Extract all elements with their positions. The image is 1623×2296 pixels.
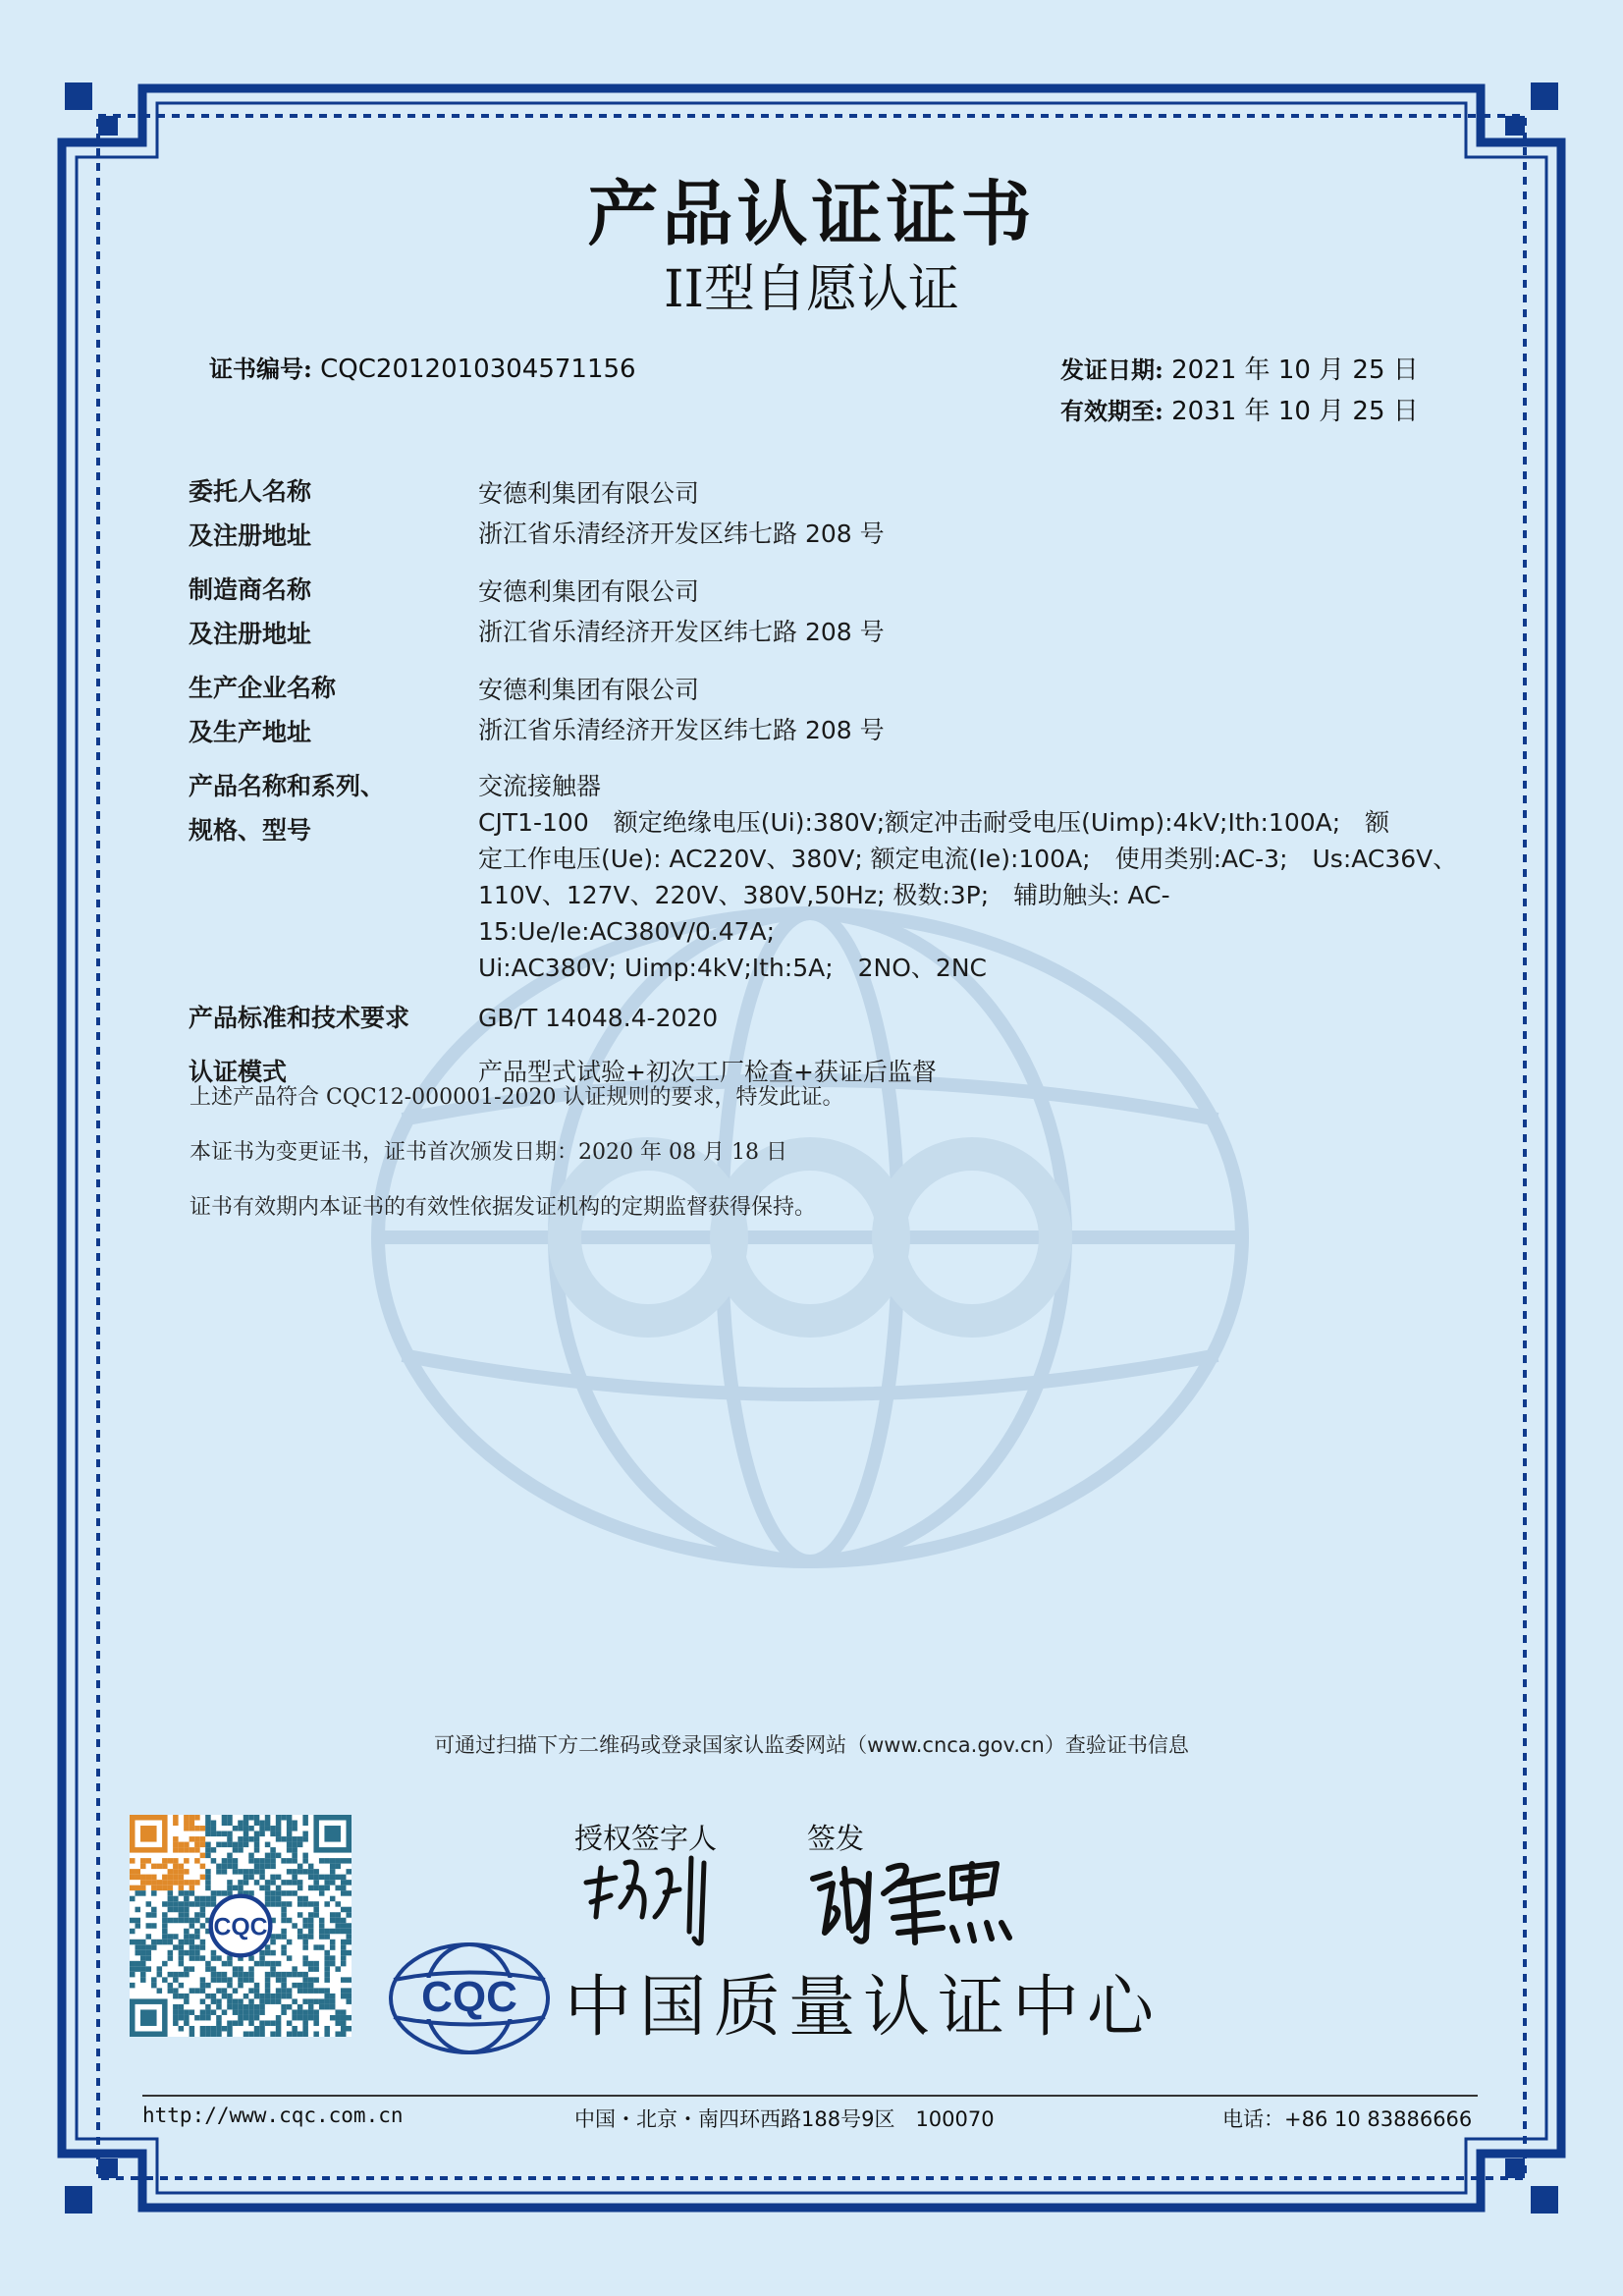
field-label-line: 规格、型号 — [189, 816, 312, 845]
authorized-signature — [581, 1848, 729, 1951]
expire-date-value: 2031 年 10 月 25 日 — [1171, 397, 1419, 426]
field-label-line: 委托人名称 — [189, 477, 312, 506]
field-row-applicant — [189, 469, 1465, 558]
issue-date-label: 发证日期: — [1060, 355, 1163, 384]
field-label — [189, 568, 478, 656]
field-label-line: 及注册地址 — [189, 620, 312, 648]
issuer-label: 签发 — [807, 1822, 865, 1855]
field-value — [478, 996, 1465, 1040]
certificate-number — [209, 350, 636, 384]
cqc-logo-text: CQC — [421, 1973, 517, 2021]
field-value-line: Ui:AC380V; Uimp:4kV;Ith:5A; 2NO、2NC — [478, 954, 987, 982]
footer-address: 中国・北京・南四环西路188号9区 100070 — [574, 2107, 995, 2131]
field-value — [478, 568, 1465, 656]
issue-date — [1060, 350, 1419, 386]
certificate-subtitle: II型自愿认证 — [663, 260, 960, 319]
cqc-logo — [386, 1941, 553, 2056]
field-value-line: 浙江省乐清经济开发区纬七路 208 号 — [478, 519, 885, 548]
field-row-standard — [189, 996, 1465, 1040]
field-label — [189, 469, 478, 558]
field-value — [478, 764, 1465, 986]
certificate-number-label: 证书编号: — [209, 355, 312, 383]
issuer-signature — [805, 1854, 1016, 1952]
field-value-line: 定工作电压(Ue): AC220V、380V; 额定电流(Ie):100A; 使用类别:AC-3; Us:AC36V、 — [478, 845, 1458, 873]
note-line: 上述产品符合 CQC12-000001-2020 认证规则的要求，特发此证。 — [189, 1085, 844, 1110]
field-label-line: 生产企业名称 — [189, 674, 337, 702]
field-label — [189, 764, 478, 986]
field-label-line: 认证模式 — [189, 1058, 288, 1086]
expire-date — [1060, 391, 1419, 427]
certificate-title: 产品认证证书 — [587, 173, 1036, 255]
field-row-factory — [189, 666, 1465, 754]
certificate-number-value: CQC2012010304571156 — [320, 355, 636, 384]
field-value-line: GB/T 14048.4-2020 — [478, 1004, 719, 1032]
field-label-line: 及生产地址 — [189, 718, 312, 746]
field-value-line: 安德利集团有限公司 — [478, 676, 700, 704]
field-label — [189, 996, 478, 1040]
organization-name: 中国质量认证中心 — [565, 1969, 1163, 2047]
field-label-line: 及注册地址 — [189, 521, 312, 550]
field-label-line: 产品名称和系列、 — [189, 772, 386, 800]
authorized-signatory-label: 授权签字人 — [574, 1822, 718, 1855]
field-value — [478, 469, 1465, 558]
field-value — [478, 666, 1465, 754]
issue-date-value: 2021 年 10 月 25 日 — [1171, 355, 1419, 385]
field-value-line: CJT1-100 额定绝缘电压(Ui):380V;额定冲击耐受电压(Uimp):4kV;Ith:100A; 额 — [478, 808, 1390, 837]
qr-center-logo-text: CQC — [213, 1914, 268, 1941]
verify-instructions: 可通过扫描下方二维码或登录国家认监委网站（www.cnca.gov.cn）查验证书信息 — [434, 1733, 1189, 1757]
field-value-line: 安德利集团有限公司 — [478, 577, 700, 606]
footer-telephone: 电话：+86 10 83886666 — [1222, 2107, 1473, 2131]
expire-date-label: 有效期至: — [1060, 397, 1163, 425]
field-value-line: 产品型式试验+初次工厂检查+获证后监督 — [478, 1058, 937, 1086]
note-line: 证书有效期内本证书的有效性依据发证机构的定期监督获得保持。 — [189, 1195, 817, 1220]
field-value-line: 安德利集团有限公司 — [478, 479, 700, 508]
verification-qr-code[interactable] — [130, 1815, 352, 2037]
field-value-line: 交流接触器 — [478, 772, 602, 800]
certificate-notes — [189, 1080, 844, 1245]
certificate-fields — [189, 469, 1465, 1110]
field-row-product — [189, 764, 1465, 986]
field-label-line: 产品标准和技术要求 — [189, 1004, 410, 1032]
note-line: 本证书为变更证书，证书首次颁发日期：2020 年 08 月 18 日 — [189, 1140, 787, 1165]
field-label — [189, 666, 478, 754]
footer-divider — [142, 2095, 1478, 2097]
footer-website-link[interactable]: http://www.cqc.com.cn — [142, 2104, 404, 2127]
field-value-line: 110V、127V、220V、380V,50Hz; 极数:3P; 辅助触头: AC-15:Ue/Ie:AC380V/0.47A; — [478, 881, 1170, 946]
field-row-manufacturer — [189, 568, 1465, 656]
field-value-line: 浙江省乐清经济开发区纬七路 208 号 — [478, 716, 885, 744]
field-label-line: 制造商名称 — [189, 575, 312, 604]
field-value-line: 浙江省乐清经济开发区纬七路 208 号 — [478, 618, 885, 646]
